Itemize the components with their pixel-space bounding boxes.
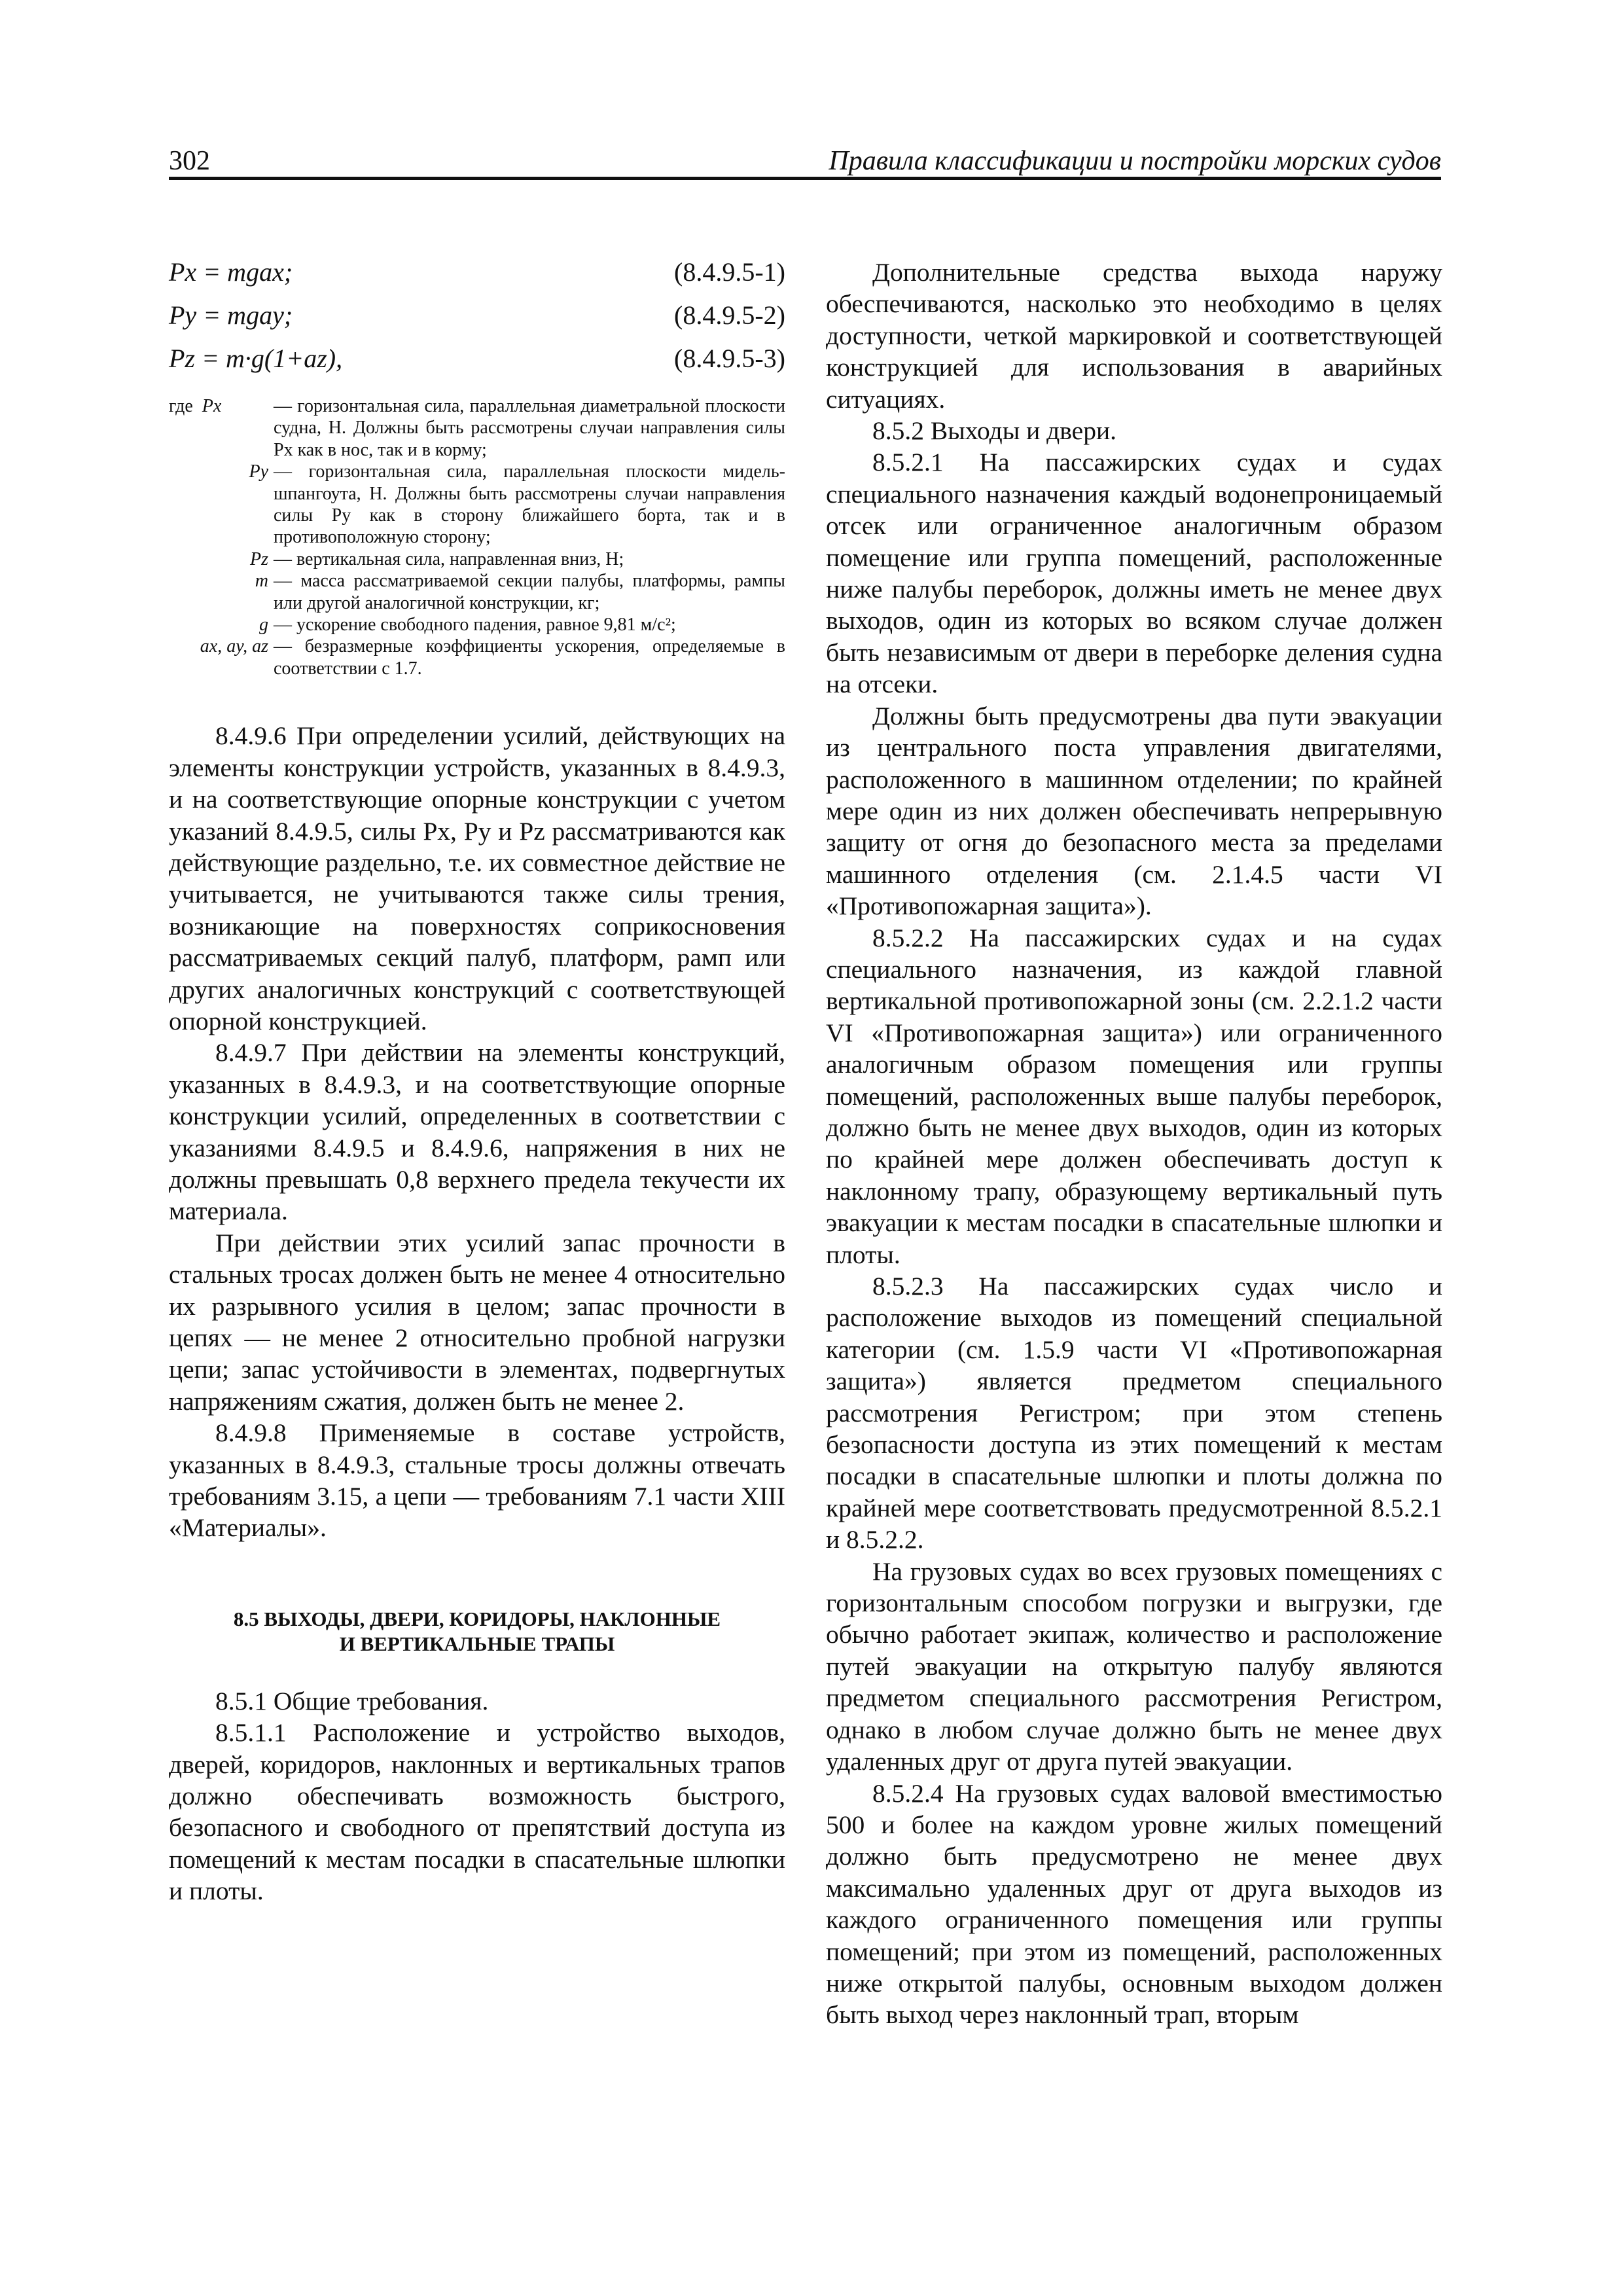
paragraph-8.5.1.1: 8.5.1.1 Расположение и устройство выходов, дверей, коридоров, наклонных и вертикальных трапов должно обеспечивать возможность быстрого, безопасного и свободного от препятствий доступа из помещений к местам посадки в спасательные шлюпки и плоты. bbox=[169, 1718, 785, 1906]
definition-text: — горизонтальная сила, параллельная плоскости мидель-шпангоута, Н. Должны быть рассмотрены случаи направления силы Py как в сторону ближайшего борта, так и в противоположную сторону; bbox=[274, 461, 785, 548]
definition-row bbox=[169, 570, 785, 614]
paragraph-8.5.2.1: 8.5.2.1 На пассажирских судах и судах специального назначения каждый водонепроницаемый отсек или ограниченное аналогичным образом помещение или группа помещений, расположенные ниже палубы переборок, должны иметь не менее двух выходов, один из которых во всяком случае должен быть независимым от двери в переборке деления судна на отсеки. bbox=[826, 448, 1442, 699]
paragraph-additional-exits: Дополнительные средства выхода наружу обеспечиваются, насколько это необходимо в целях доступности, четкой маркировкой и соответствующей конструкцией для использования в аварийных ситуациях. bbox=[826, 258, 1442, 414]
paragraph-8.4.9.6: 8.4.9.6 При определении усилий, действующих на элементы конструкции устройств, указанных в 8.4.9.3, и на соответствующие опорные конструкции с учетом указаний 8.4.9.5, силы Px, Py и Pz рассматриваются как действующие раздельно, т.е. их совместное действие не учитывается, не учитываются также силы трения, возникающие на поверхностях соприкосновения рассматриваемых секций палуб, платформ, рамп или других аналогичных конструкций с соответствующей опорной конструкцией. bbox=[169, 721, 785, 1035]
symbol: Py bbox=[249, 461, 268, 482]
definition-symbol bbox=[169, 636, 274, 679]
definition-row bbox=[169, 461, 785, 548]
formula-8.4.9.5-1 bbox=[169, 257, 785, 300]
paragraph-cargo-ships: На грузовых судах во всех грузовых помещениях с горизонтальным способом погрузки и выгрузки, где обычно работает экипаж, количество и расположение путей эвакуации на открытую палубу являются предметом специального рассмотрения Регистром, однако в любом случае должно быть не менее двух удаленных друг от друга путей эвакуации. bbox=[826, 1556, 1442, 1776]
paragraph-8.5.2.4: 8.5.2.4 На грузовых судах валовой вместимостью 500 и более на каждом уровне жилых помещений должно быть предусмотрено не менее двух максимально удаленных друг от друга выходов из каждого ограниченного помещения или группы помещений; при этом из помещений, расположенных ниже открытой палубы, основным выходом должен быть выход через наклонный трап, вторым bbox=[826, 1778, 1442, 2030]
paragraph-8.4.9.7: 8.4.9.7 При действии на элементы конструкций, указанных в 8.4.9.3, и на соответствующие опорные конструкции усилий, определенных в соответствии с указаниями 8.4.9.5 и 8.4.9.6, напряжения в них не должны превышать 0,8 верхнего предела текучести их материала. bbox=[169, 1038, 785, 1226]
where-intro: где bbox=[169, 396, 193, 416]
spacer bbox=[169, 679, 785, 720]
paragraph-8.5.2.2: 8.5.2.2 На пассажирских судах и на судах специального назначения, из каждой главной вертикальной противопожарной зоны (см. 2.2.1.2 части VI «Противопожарная защита») или ограниченного аналогичным образом помещения или группы помещений, расположенных выше палубы переборок, должно быть не менее двух выходов, один из которых по крайней мере должен обеспечивать доступ к наклонному трапу, образующему вертикальный путь эвакуации к местам посадки в спасательные шлюпки и плоты. bbox=[826, 923, 1442, 1269]
paragraph-8.4.9.8: 8.4.9.8 Применяемые в составе устройств, указанных в 8.4.9.3, стальные тросы должны отвечать требованиям 3.15, а цепи — требованиям 7.1 части XIII «Материалы». bbox=[169, 1418, 785, 1543]
formula-number: (8.4.9.5-1) bbox=[674, 257, 785, 287]
definition-text: — горизонтальная сила, параллельная диаметральной плоскости судна, Н. Должны быть рассмотрены случаи направления силы Px как в нос, так и в корму; bbox=[274, 396, 785, 460]
formula-8.4.9.5-3 bbox=[169, 343, 785, 386]
symbol: Px bbox=[202, 396, 222, 416]
definition-text: — безразмерные коэффициенты ускорения, определяемые в соответствии с 1.7. bbox=[274, 636, 785, 679]
section-title-line: И ВЕРТИКАЛЬНЫЕ ТРАПЫ bbox=[339, 1632, 615, 1655]
formula-8.4.9.5-2 bbox=[169, 300, 785, 343]
paragraph-evacuation-routes: Должны быть предусмотрены два пути эвакуации из центрального поста управления двигателями, расположенного в машинном отделении; по крайней мере один из них должен обеспечивать непрерывную защиту от огня до безопасного места за пределами машинного отделения (см. 2.1.4.5 части VI «Противопожарная защита»). bbox=[826, 701, 1442, 921]
header-rule bbox=[169, 177, 1441, 180]
running-title: Правила классификации и постройки морских судов bbox=[829, 146, 1441, 176]
definition-row bbox=[169, 548, 785, 570]
definition-row bbox=[169, 614, 785, 636]
page-header bbox=[169, 145, 1441, 179]
page-number: 302 bbox=[169, 146, 210, 176]
variable-definitions bbox=[169, 395, 785, 679]
section-title-line: 8.5 ВЫХОДЫ, ДВЕРИ, КОРИДОРЫ, НАКЛОННЫЕ bbox=[233, 1607, 721, 1630]
formula-number: (8.4.9.5-2) bbox=[674, 300, 785, 330]
formula-expression: Py = mgay; bbox=[169, 300, 293, 330]
definition-symbol bbox=[169, 570, 274, 614]
symbol: Pz bbox=[250, 548, 268, 569]
definition-symbol bbox=[169, 395, 274, 461]
symbol: ax, ay, az bbox=[200, 636, 268, 657]
definition-row bbox=[169, 395, 785, 461]
subsection-8.5.2: 8.5.2 Выходы и двери. bbox=[872, 416, 1116, 446]
definition-text: — масса рассматриваемой секции палубы, платформы, рампы или другой аналогичной конструкции, кг; bbox=[274, 571, 785, 613]
paragraph-safety-margin: При действии этих усилий запас прочности в стальных тросах должен быть не менее 4 относительно их разрывного усилия в целом; запас прочности в цепях — не менее 2 относительно пробной нагрузки цепи; запас устойчивости в элементах, подвергнутых напряжениям сжатия, должен быть не менее 2. bbox=[169, 1228, 785, 1416]
formula-number: (8.4.9.5-3) bbox=[674, 344, 785, 373]
symbol: m bbox=[255, 571, 268, 592]
definition-symbol bbox=[169, 461, 274, 548]
definition-text: — ускорение свободного падения, равное 9,81 м/с²; bbox=[274, 615, 676, 636]
section-title-8.5 bbox=[169, 1607, 785, 1657]
right-column bbox=[826, 257, 1442, 2031]
formula-expression: Px = mgax; bbox=[169, 257, 293, 287]
left-column bbox=[169, 257, 785, 1907]
definition-symbol bbox=[169, 548, 274, 570]
symbol: g bbox=[259, 615, 268, 636]
definition-symbol bbox=[169, 614, 274, 636]
definition-text: — вертикальная сила, направленная вниз, Н; bbox=[274, 548, 624, 569]
formula-expression: Pz = m·g(1+az), bbox=[169, 344, 343, 373]
subsection-8.5.1: 8.5.1 Общие требования. bbox=[215, 1686, 489, 1715]
definition-row bbox=[169, 636, 785, 679]
paragraph-8.5.2.3: 8.5.2.3 На пассажирских судах число и расположение выходов из помещений специальной категории (см. 1.5.9 части VI «Противопожарная защита») является предметом специального рассмотрения Регистром; при этом степень безопасности доступа из этих помещений к местам посадки в спасательные шлюпки и плоты должна по крайней мере соответствовать предусмотренной 8.5.2.1 и 8.5.2.2. bbox=[826, 1272, 1442, 1554]
